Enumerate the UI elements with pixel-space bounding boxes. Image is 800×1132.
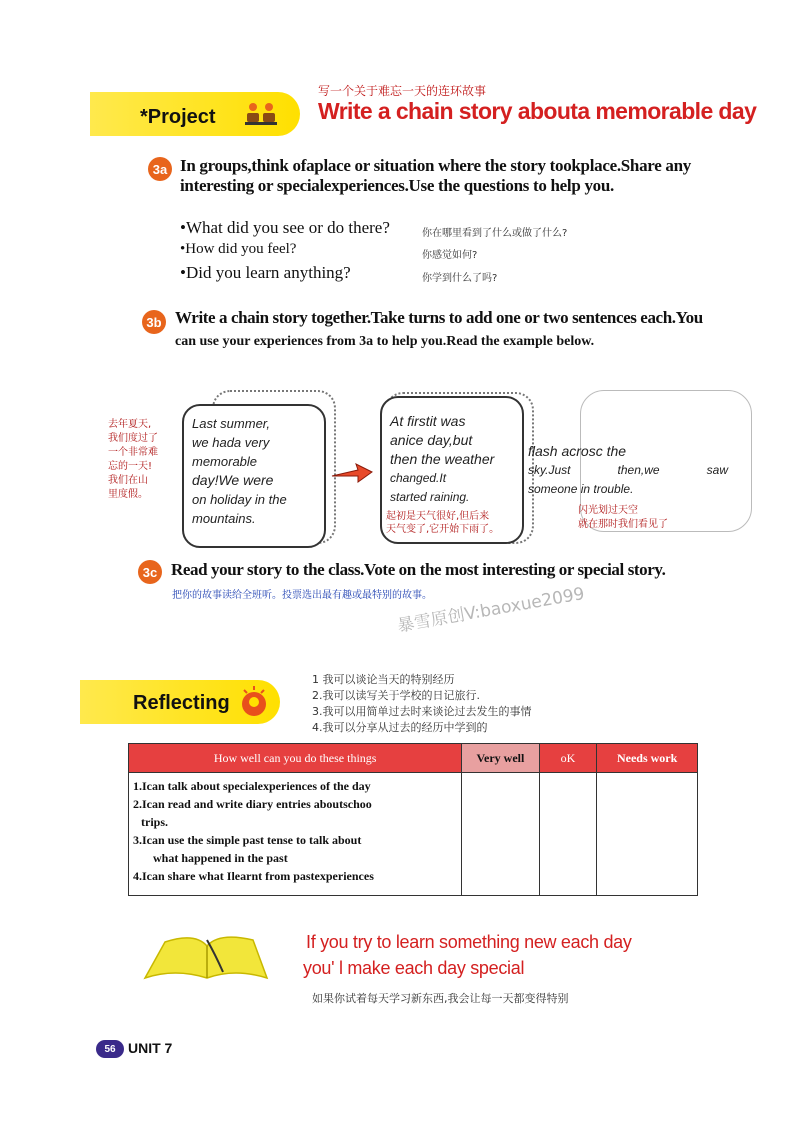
table-header-cell: Needs work (597, 744, 698, 773)
badge-3a: 3a (148, 157, 172, 181)
question-1-cn: 你在哪里看到了什么或做了什么? (422, 228, 568, 239)
reflect-item: 1.Ican talk about specialexperiences of the day (133, 779, 371, 793)
reflect-item: what happened in the past (153, 851, 288, 865)
panel-1-line: Last summer, (192, 416, 271, 431)
title-chinese: 写一个关于难忘一天的连环故事 (318, 84, 487, 98)
panel-2-cn-line: 天气变了,它开始下雨了。 (386, 524, 500, 535)
question-2-cn: 你感觉如何? (422, 250, 478, 261)
page-title: Write a chain story abouta memorable day (318, 98, 757, 124)
reflecting-table (128, 743, 698, 896)
section-3b-instructions (175, 308, 775, 352)
reflecting-note: 3.我可以用简单过去时来谈论过去发生的事情 (312, 705, 532, 718)
section-3c-instructions: Read your story to the class.Vote on the most interesting or special story. (171, 560, 666, 579)
note-left-line: 去年夏天, (108, 419, 152, 430)
table-cell-items (129, 773, 462, 896)
panel-2-line: started raining. (390, 490, 470, 504)
open-book-icon (135, 920, 275, 989)
story-panel-3-text (528, 442, 728, 499)
story-panel-2-cn (386, 510, 499, 536)
reflect-item: 2.Ican read and write diary entries aboutschoo (133, 797, 372, 811)
reflecting-notes-cn (312, 672, 532, 736)
section-3b-line1: Write a chain story together.Take turns to add one or two sentences each.You (175, 308, 703, 327)
panel-3-cn-line: 就在那时我们看见了 (578, 519, 668, 530)
panel-2-line: At firstit was (390, 413, 466, 429)
panel-2-line: then the weather (390, 451, 495, 467)
page-number: 56 (96, 1040, 124, 1058)
table-header-cell: Very well (462, 744, 539, 773)
question-2: •How did you feel? (180, 241, 297, 257)
panel-1-line: we hada very (192, 435, 270, 450)
panel-2-line: changed.It (390, 471, 447, 485)
reflect-item: trips. (141, 815, 168, 829)
quote-cn: 如果你试着每天学习新东西,我会让每一天都变得特别 (312, 992, 569, 1005)
table-header-cell: oK (539, 744, 597, 773)
note-left-line: 里度假。 (108, 489, 148, 500)
section-3a-line2: interesting or specialexperiences.Use the questions to help you. (180, 176, 614, 195)
reflecting-note: 4.我可以分享从过去的经历中学到的 (312, 721, 488, 734)
thinking-head-icon (238, 684, 270, 725)
note-left-line: 一个非常难 (108, 447, 158, 458)
table-cell-needs-work[interactable] (597, 773, 698, 896)
panel-1-line: on holiday in the (192, 492, 287, 507)
reflecting-banner-label: Reflecting (133, 692, 230, 714)
table-cell-ok[interactable] (539, 773, 597, 896)
section-3c-cn: 把你的故事读给全班听。投票选出最有趣或最特别的故事。 (172, 590, 432, 601)
table-cell-very-well[interactable] (462, 773, 539, 896)
reflect-item: 4.Ican share what Ilearnt from pastexperiences (133, 869, 374, 883)
story-panel-1-text (192, 414, 287, 528)
group-people-icon (243, 100, 279, 135)
panel-3-line: flash acrosc the (528, 443, 627, 459)
table-header-row (129, 744, 698, 773)
quote-line-1: If you try to learn something new each day (306, 932, 632, 952)
reflecting-note: 2.我可以读写关于学校的日记旅行. (312, 689, 480, 702)
panel-3-word: then,we (617, 463, 660, 477)
reflect-item: 3.Ican use the simple past tense to talk about (133, 833, 362, 847)
note-left-line: 我们在山 (108, 475, 148, 486)
panel-3-line-2 (528, 461, 728, 480)
panel-1-line: day!We were (192, 472, 274, 488)
table-row (129, 773, 698, 896)
panel-3-word: saw (706, 463, 728, 477)
note-left-line: 我们度过了 (108, 433, 158, 444)
arrow-icon (330, 460, 374, 491)
section-3b-line2: can use your experiences from 3a to help you.Read the example below. (175, 334, 595, 349)
question-3-cn: 你学到什么了吗? (422, 273, 498, 284)
section-3a-instructions (180, 156, 780, 196)
unit-label: UNIT 7 (128, 1040, 173, 1056)
section-3a-line1: In groups,think ofaplace or situation where the story tookplace.Share any (180, 156, 691, 175)
story-panel-2-text (390, 412, 494, 507)
project-banner-label: *Project (140, 106, 216, 128)
story-note-left (108, 418, 158, 502)
panel-1-line: mountains. (192, 511, 256, 526)
badge-3b: 3b (142, 310, 166, 334)
panel-1-line: memorable (192, 454, 258, 469)
question-1: •What did you see or do there? (180, 218, 390, 237)
panel-3-word: sky.Just (528, 463, 571, 477)
table-header-cell: How well can you do these things (129, 744, 462, 773)
story-panel-3-cn (578, 504, 668, 532)
panel-3-line: someone in trouble. (528, 482, 634, 496)
reflecting-note: 1 我可以谈论当天的特别经历 (312, 673, 455, 686)
note-left-line: 忘的一天! (108, 461, 153, 472)
panel-2-line: anice day,but (390, 432, 473, 448)
question-3: •Did you learn anything? (180, 263, 351, 282)
watermark: 暴雪原创V:baoxue2099 (395, 583, 587, 637)
panel-3-cn-line: 闪光划过天空 (578, 505, 638, 516)
badge-3c: 3c (138, 560, 162, 584)
panel-2-cn-line: 起初是天气很好,但后来 (386, 511, 490, 522)
quote-line-2: you' l make each day special (303, 958, 525, 978)
